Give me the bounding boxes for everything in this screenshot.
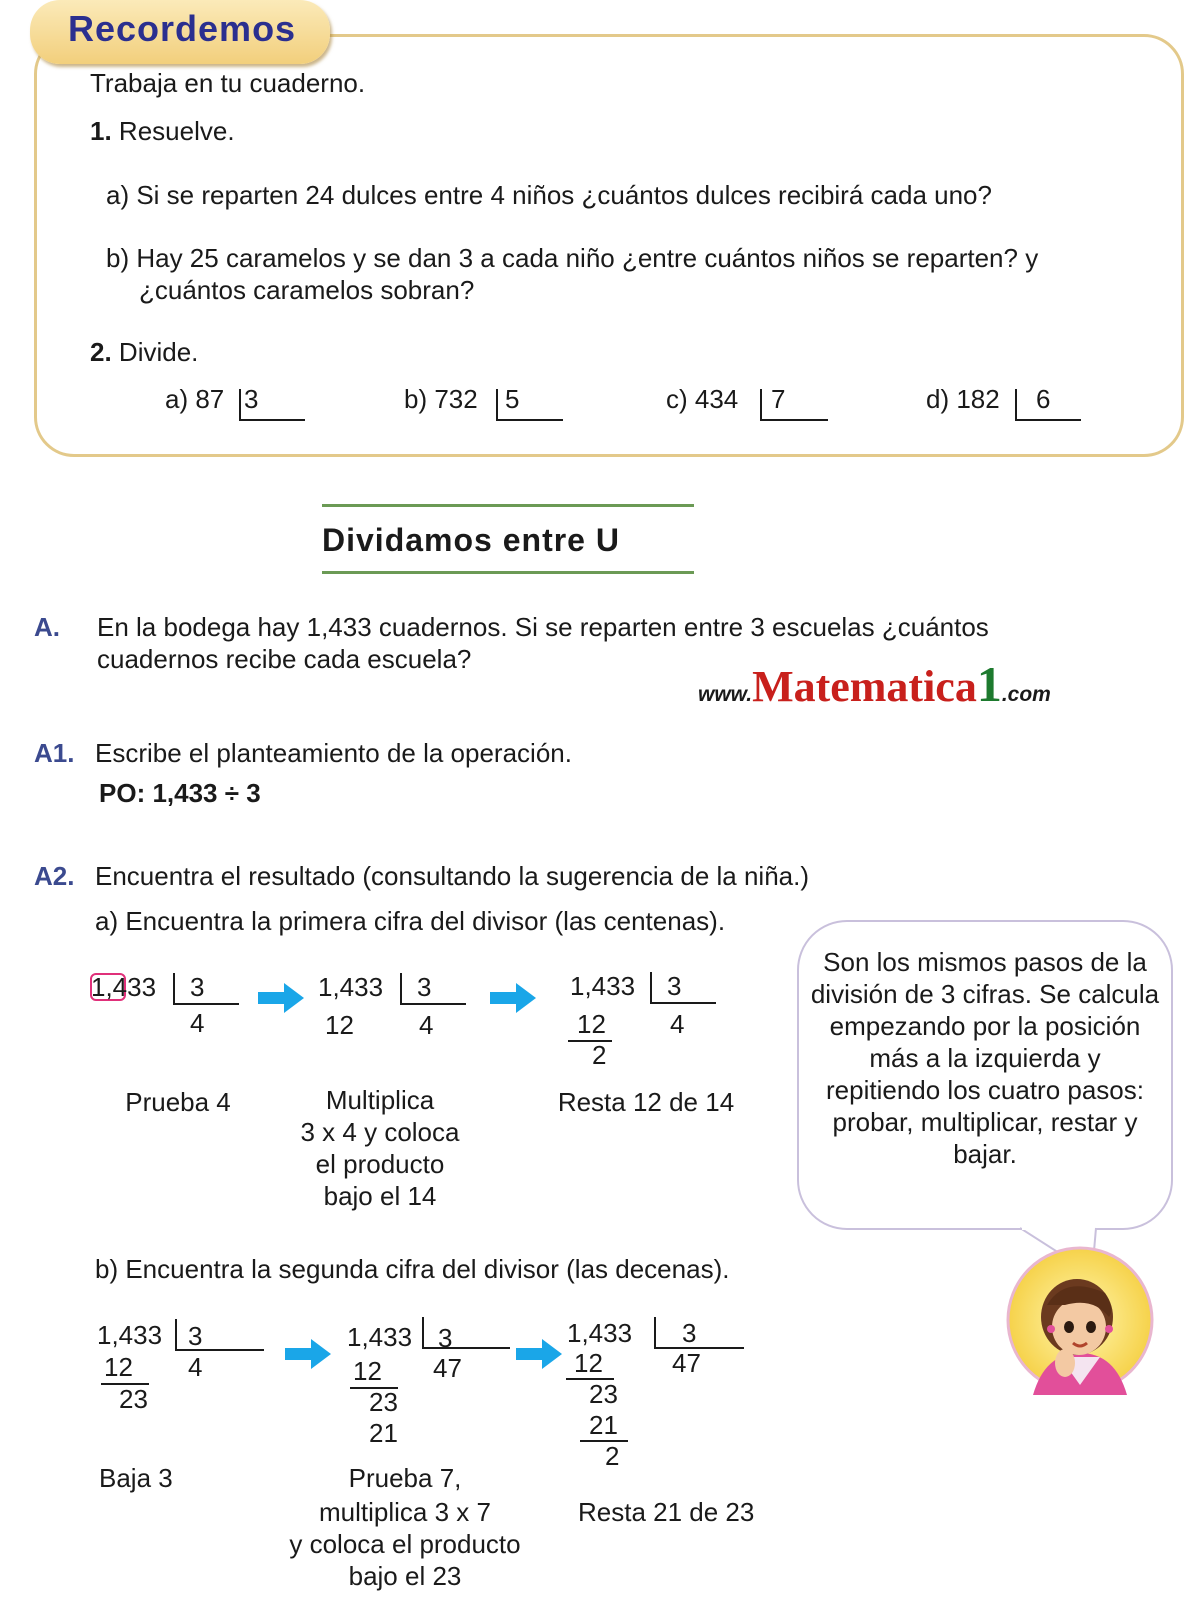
step-a3-quotient: 4 — [670, 1009, 685, 1039]
division-d-label: d) 182 — [926, 384, 1000, 414]
step-b1-quotient: 4 — [188, 1352, 203, 1382]
step-b1-caption: Baja 3 — [99, 1463, 173, 1493]
step-b3-row-3: 21 — [589, 1410, 618, 1440]
q2-heading — [90, 337, 198, 368]
step-b2-bracket — [422, 1317, 510, 1349]
step-b2-row-3: 21 — [369, 1418, 398, 1448]
q1b-line1: b) Hay 25 caramelos y se dan 3 a cada niño ¿entre cuántos niños se reparten? y — [106, 243, 1039, 273]
q1a-text: a) Si se reparten 24 dulces entre 4 niños ¿cuántos dulces recibirá cada uno? — [106, 180, 992, 210]
division-b-label: b) 732 — [404, 384, 478, 414]
step-a2-divisor: 3 — [417, 972, 432, 1002]
step-a2-caption-4: bajo el 14 — [323, 1181, 437, 1211]
step-b3-divisor: 3 — [682, 1318, 697, 1348]
problem-a-line2: cuadernos recibe cada escuela? — [97, 644, 472, 674]
step-a3-divisor: 3 — [667, 971, 682, 1001]
step-b2-divisor: 3 — [438, 1323, 453, 1353]
logo-main: Matematica — [752, 662, 977, 711]
speech-bubble-text: Son los mismos pasos de la división de 3 cifras. Se calcula empezando por la posición más a la izquierda y repitiendo los cuatro pasos: probar, multiplicar, restar y bajar. — [810, 947, 1160, 1169]
q1b-line2: ¿cuántos caramelos sobran? — [139, 275, 475, 305]
step-b3-dividend: 1,433 — [567, 1318, 633, 1348]
recordemos-tab — [30, 0, 330, 64]
step-b1-row-1: 12 — [104, 1352, 133, 1382]
page-title: Dividamos entre U — [322, 522, 620, 558]
logo-one: 1 — [976, 656, 1002, 712]
recordemos-intro: Trabaja en tu cuaderno. — [90, 68, 366, 98]
step-b2-row-1: 12 — [353, 1356, 382, 1386]
logo-suffix: .com — [1001, 683, 1051, 706]
arrow-right-icon — [285, 1339, 331, 1369]
problem-a-label: A. — [34, 612, 60, 642]
step-b3-row-4: 2 — [605, 1441, 620, 1471]
q1-heading — [90, 116, 235, 147]
step-a2-caption-3: el producto — [315, 1149, 445, 1179]
step-b2-caption-3: y coloca el producto — [289, 1529, 521, 1559]
step-a2-bracket — [400, 973, 466, 1005]
step-b3-row-1: 12 — [574, 1348, 603, 1378]
girl-illustration-icon — [1005, 1245, 1155, 1395]
step-b1-divisor: 3 — [188, 1321, 203, 1351]
step-b3-subtraction-line-2 — [580, 1440, 628, 1442]
title-rule-top — [322, 504, 694, 507]
step-a2-caption-1: Multiplica — [325, 1085, 435, 1115]
q2-text: Divide. — [118, 337, 199, 367]
step-a1-bracket — [173, 973, 239, 1005]
division-c-divisor: 7 — [771, 384, 786, 414]
arrow-right-icon — [490, 983, 536, 1013]
q1-text: Resuelve. — [118, 116, 235, 146]
step-a2-quotient: 4 — [419, 1010, 434, 1040]
step-b2-dividend: 1,433 — [347, 1322, 413, 1352]
step-b3-row-2: 23 — [589, 1379, 618, 1409]
step-a2-dividend: 1,433 — [318, 972, 384, 1002]
matematica1-logo — [698, 655, 1051, 713]
step-a3-caption: Resta 12 de 14 — [557, 1087, 735, 1117]
step-a3-row-1: 12 — [577, 1009, 606, 1039]
step-a1-dividend: 1,433 — [91, 972, 157, 1002]
recordemos-title: Recordemos — [68, 8, 297, 49]
logo-prefix: www. — [698, 683, 753, 706]
division-c-label: c) 434 — [666, 384, 739, 414]
division-a-divisor: 3 — [244, 384, 259, 414]
step-a2-row-1: 12 — [325, 1010, 354, 1040]
step-a3-bracket — [650, 972, 716, 1004]
a1-label: A1. — [34, 738, 75, 768]
division-d-divisor: 6 — [1036, 384, 1051, 414]
a2-label: A2. — [34, 861, 75, 891]
step-b2-caption-4: bajo el 23 — [348, 1561, 462, 1591]
step-b2-row-2: 23 — [369, 1387, 398, 1417]
a2-part-b: b) Encuentra la segunda cifra del divisor (las decenas). — [95, 1254, 730, 1284]
arrow-right-icon — [516, 1339, 562, 1369]
step-b3-quotient: 47 — [672, 1348, 701, 1378]
step-a1-divisor: 3 — [190, 972, 205, 1002]
division-b-divisor: 5 — [505, 384, 520, 414]
step-b1-row-2: 23 — [119, 1384, 148, 1414]
title-rule-bottom — [322, 571, 694, 574]
arrow-right-icon — [258, 983, 304, 1013]
step-b2-caption-1: Prueba 7, — [348, 1463, 462, 1493]
a2-part-a: a) Encuentra la primera cifra del divisor (las centenas). — [95, 906, 726, 936]
step-a1-quotient: 4 — [190, 1008, 205, 1038]
step-b3-caption: Resta 21 de 23 — [578, 1497, 755, 1527]
step-a3-row-2: 2 — [592, 1040, 607, 1070]
problem-a-line1: En la bodega hay 1,433 cuadernos. Si se reparten entre 3 escuelas ¿cuántos — [97, 612, 989, 642]
step-b2-caption-2: multiplica 3 x 7 — [319, 1497, 491, 1527]
q2-number: 2. — [90, 337, 112, 367]
a1-text: Escribe el planteamiento de la operación. — [95, 738, 572, 768]
step-a3-dividend: 1,433 — [570, 971, 636, 1001]
a1-po: PO: 1,433 ÷ 3 — [99, 778, 261, 808]
step-b3-bracket — [654, 1317, 744, 1349]
step-b1-dividend: 1,433 — [97, 1320, 163, 1350]
step-a1-caption: Prueba 4 — [125, 1087, 231, 1117]
step-a2-caption-2: 3 x 4 y coloca — [300, 1117, 460, 1147]
a2-text: Encuentra el resultado (consultando la sugerencia de la niña.) — [95, 861, 810, 891]
division-a-label: a) 87 — [165, 384, 225, 414]
step-b2-quotient: 47 — [433, 1353, 462, 1383]
q1-number: 1. — [90, 116, 112, 146]
